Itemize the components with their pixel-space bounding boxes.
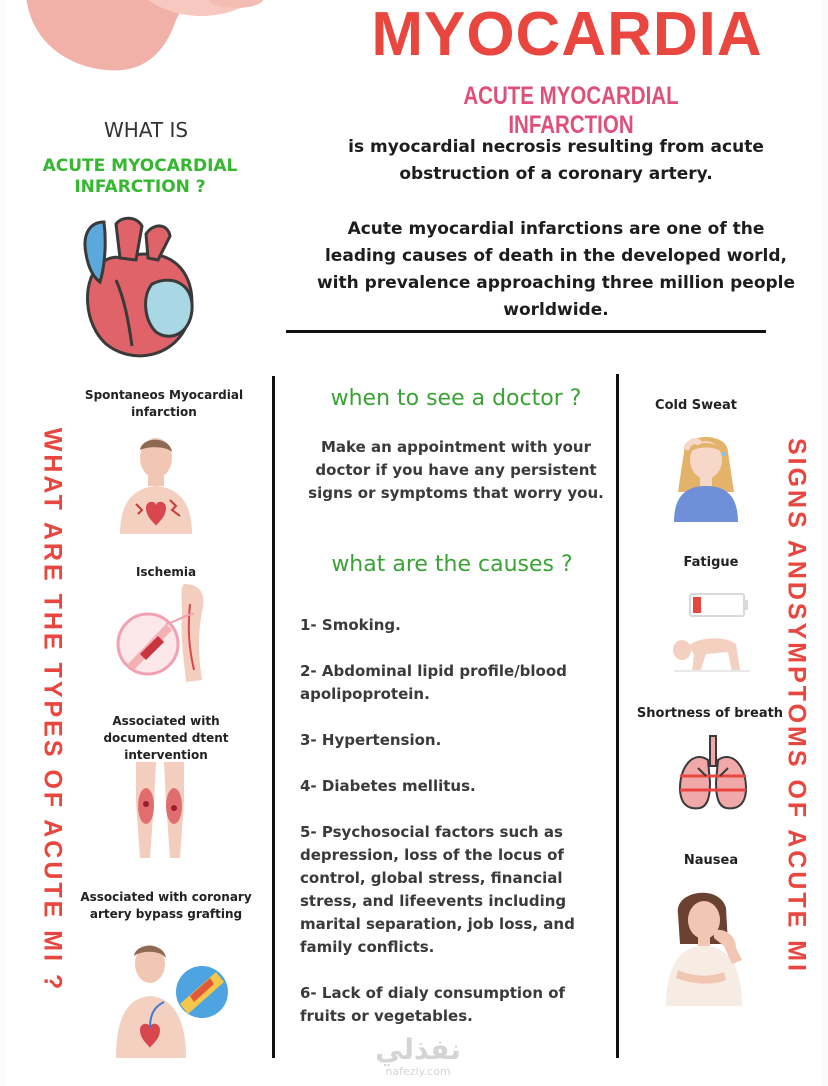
list-item: 6- Lack of dialy consumption of fruits or vegetables. <box>300 984 566 1025</box>
lungs-icon <box>678 736 748 812</box>
list-item: 4- Diabetes mellitus. <box>300 777 476 795</box>
what-is-label: WHAT IS <box>103 118 189 142</box>
artery-bypass-icon <box>116 940 226 1058</box>
watermark-domain: nafezly.com <box>385 1065 451 1078</box>
symptom-label-breath: Shortness of breath <box>636 706 784 721</box>
sweating-woman-icon <box>666 428 746 522</box>
prevalence-text: Acute myocardial infarctions are one of the leading causes of death in the developed world, with prevalence approaching three million people worldwide. <box>316 219 796 320</box>
type-label-ischemia: Ischemia <box>135 565 197 579</box>
doctor-heading: when to see a doctor ? <box>330 386 582 411</box>
symptom-label-fatigue: Fatigue <box>683 555 739 570</box>
list-item: 1- Smoking. <box>300 616 401 634</box>
symptom-label-cold-sweat: Cold Sweat <box>655 398 737 413</box>
section-divider <box>286 330 766 333</box>
type-label-spontaneous: Spontaneos Myocardial infarction <box>84 388 244 419</box>
nauseous-woman-icon <box>654 884 754 1006</box>
tired-person-icon <box>670 592 754 676</box>
list-item: 3- Hypertension. <box>300 731 442 749</box>
decorative-blob <box>16 0 266 90</box>
symptom-label-nausea: Nausea <box>683 853 739 868</box>
list-item: 2- Abdominal lipid profile/blood apolipoprotein. <box>300 662 567 703</box>
ami-term-label: ACUTE MYOCARDIAL INFARCTION ? <box>42 156 238 197</box>
watermark <box>368 1034 468 1078</box>
watermark-arabic: نفذلي <box>375 1033 461 1066</box>
legs-icon <box>132 762 188 858</box>
symptoms-heading: SIGNS ANDSYMPTOMS OF ACUTE MI <box>782 437 811 975</box>
doctor-advice-text: Make an appointment with your doctor if you have any persistent signs or symptoms that worry you. <box>308 438 604 502</box>
causes-list <box>300 614 600 1051</box>
column-divider-right <box>616 374 619 1058</box>
infographic-page <box>6 0 822 1086</box>
causes-heading: what are the causes ? <box>331 552 573 577</box>
chest-heart-icon <box>116 434 196 534</box>
heart-icon <box>76 214 200 360</box>
list-item: 5- Psychosocial factors such as depression, loss of the locus of control, global stress, financial stress, and lifeevents including marital separation, job loss, and family conflicts. <box>300 823 575 956</box>
type-label-stent: Associated with documented dtent intervention <box>103 714 229 762</box>
artery-leg-icon <box>118 584 214 684</box>
page-title: MYOCARDIA <box>371 0 763 69</box>
page-subtitle: ACUTE MYOCARDIAL INFARCTION <box>463 82 679 139</box>
column-divider-left <box>272 376 275 1058</box>
type-label-bypass: Associated with coronary artery bypass grafting <box>80 890 252 921</box>
definition-text: is myocardial necrosis resulting from acute obstruction of a coronary artery. <box>348 137 764 184</box>
types-heading: WHAT ARE THE TYPES OF ACUTE MI ? <box>38 427 67 993</box>
